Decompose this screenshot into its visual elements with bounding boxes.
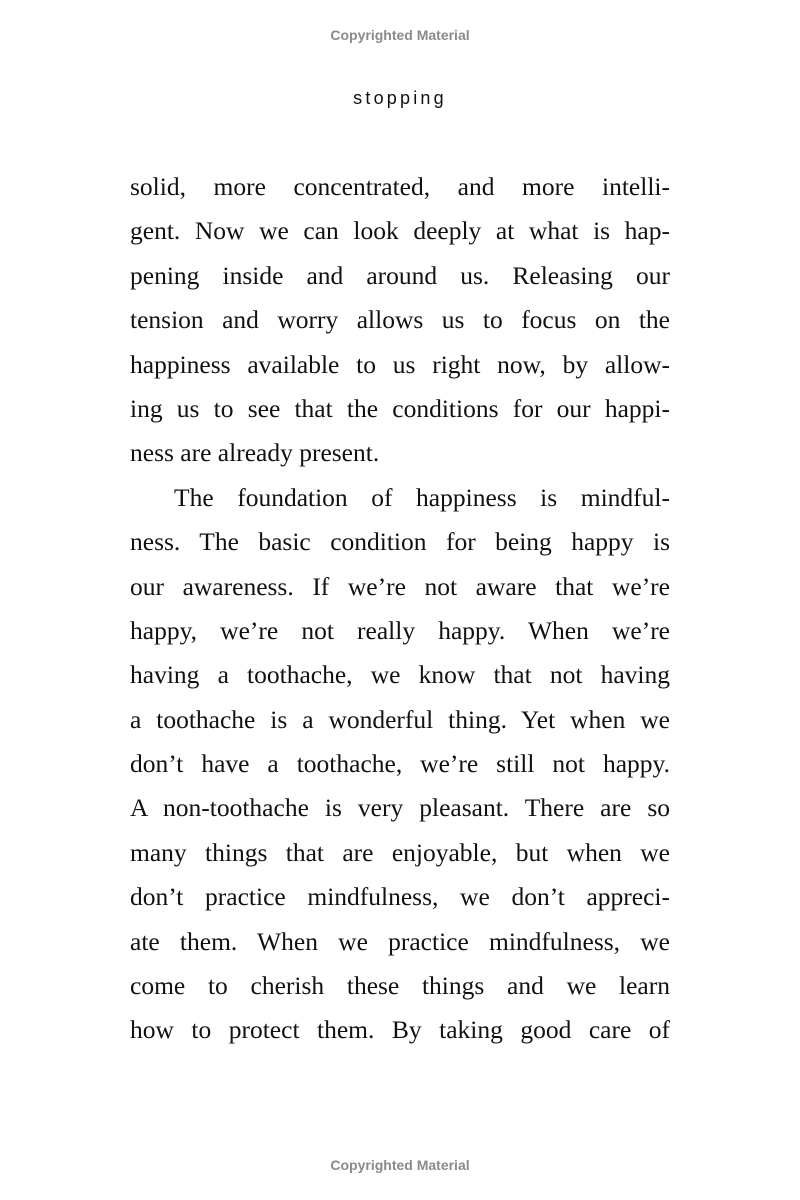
paragraph-1 bbox=[130, 165, 670, 476]
text-line: happy, we’re not really happy. When we’re bbox=[130, 615, 670, 645]
paragraph-2 bbox=[130, 476, 670, 1053]
text-line: ing us to see that the conditions for our happi- bbox=[130, 393, 670, 423]
text-line: pening inside and around us. Releasing our bbox=[130, 260, 670, 290]
text-line: don’t practice mindfulness, we don’t appreci- bbox=[130, 882, 670, 912]
text-line: A non-toothache is very pleasant. There are so bbox=[130, 793, 670, 823]
body-text bbox=[130, 165, 670, 1053]
text-line: happiness available to us right now, by allow- bbox=[130, 349, 670, 379]
copyright-watermark-top: Copyrighted Material bbox=[330, 27, 470, 43]
text-line: don’t have a toothache, we’re still not happy. bbox=[130, 749, 670, 779]
text-line: having a toothache, we know that not having bbox=[130, 660, 670, 690]
text-line: ness are already present. bbox=[130, 438, 380, 468]
text-line: how to protect them. By taking good care of bbox=[130, 1015, 670, 1045]
copyright-watermark-bottom: Copyrighted Material bbox=[330, 1157, 470, 1173]
text-line: come to cherish these things and we learn bbox=[130, 971, 670, 1001]
text-line: many things that are enjoyable, but when we bbox=[130, 837, 670, 867]
text-line: gent. Now we can look deeply at what is hap- bbox=[130, 216, 670, 246]
running-head: stopping bbox=[353, 88, 447, 108]
text-line: a toothache is a wonderful thing. Yet when we bbox=[130, 704, 670, 734]
text-line: our awareness. If we’re not aware that we’re bbox=[130, 571, 670, 601]
text-line: solid, more concentrated, and more intelli- bbox=[130, 172, 670, 201]
text-line: ness. The basic condition for being happy is bbox=[130, 527, 670, 557]
text-line: The foundation of happiness is mindful- bbox=[174, 482, 670, 512]
text-line: ate them. When we practice mindfulness, we bbox=[130, 926, 670, 956]
text-line: tension and worry allows us to focus on the bbox=[130, 305, 670, 335]
